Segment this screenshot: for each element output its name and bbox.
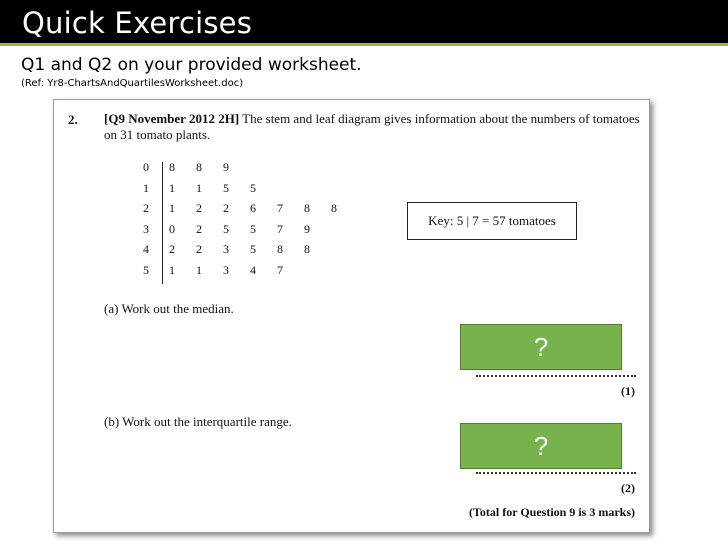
- question-body: The stem and leaf diagram gives information about the numbers of tomatoes on 31 tomato plants.: [104, 111, 640, 142]
- leaf-value: 5: [250, 221, 256, 236]
- part-a-marks: (1): [621, 384, 635, 398]
- stem-leaf-row: [134, 263, 364, 281]
- leaf-value: 5: [223, 221, 229, 236]
- leaf-value: 8: [304, 242, 310, 256]
- leaf-value: 6: [250, 201, 256, 215]
- leaf-value: 8: [169, 160, 175, 174]
- leaf-value: 2: [196, 242, 202, 256]
- leaf-value: 5: [250, 242, 256, 256]
- stem-value: 0: [143, 160, 149, 174]
- stem-value: 3: [143, 221, 149, 236]
- stem-leaf-row: [134, 160, 364, 178]
- leaf-value: 4: [250, 262, 256, 277]
- leaf-value: 8: [277, 242, 283, 256]
- leaf-value: 5: [250, 180, 256, 195]
- leaf-value: 1: [196, 180, 202, 195]
- leaf-value: 7: [277, 201, 283, 215]
- slide-title: Quick Exercises: [22, 6, 253, 40]
- stem-leaf-row: [134, 242, 364, 260]
- leaf-value: 7: [277, 221, 283, 236]
- leaf-value: 7: [277, 262, 283, 277]
- leaf-value: 5: [223, 180, 229, 195]
- stem-value: 1: [143, 180, 149, 195]
- part-a-question: (a) Work out the median.: [104, 301, 234, 316]
- leaf-value: 3: [223, 262, 229, 277]
- stem-leaf-diagram: [134, 160, 364, 286]
- part-b-question: (b) Work out the interquartile range.: [104, 414, 292, 429]
- stem-value: 2: [143, 201, 149, 215]
- leaf-value: 9: [223, 160, 229, 174]
- key-box: Key: 5 | 7 = 57 tomatoes: [407, 202, 577, 240]
- title-bar: [0, 0, 728, 46]
- worksheet-reference: (Ref: Yr8-ChartsAndQuartilesWorksheet.doc): [21, 78, 244, 89]
- stem-value: 5: [143, 262, 149, 277]
- slide-subtitle: Q1 and Q2 on your provided worksheet.: [21, 55, 362, 75]
- stem-leaf-row: [134, 201, 364, 219]
- worksheet-image: [53, 99, 650, 533]
- question-number: 2.: [68, 112, 78, 127]
- leaf-value: 8: [304, 201, 310, 215]
- leaf-value: 9: [304, 221, 310, 236]
- stem-leaf-row: [134, 181, 364, 199]
- leaf-value: 2: [223, 201, 229, 215]
- stem-value: 4: [143, 242, 149, 256]
- answer-a-reveal-box[interactable]: ?: [460, 324, 622, 370]
- part-b-marks: (2): [621, 481, 635, 495]
- leaf-value: 8: [331, 201, 337, 215]
- leaf-value: 3: [223, 242, 229, 256]
- question-ref: [Q9 November 2012 2H]: [104, 111, 240, 126]
- leaf-value: 8: [196, 160, 202, 174]
- leaf-value: 2: [169, 242, 175, 256]
- leaf-value: 1: [169, 262, 175, 277]
- answer-b-reveal-box[interactable]: ?: [460, 423, 622, 469]
- leaf-value: 1: [169, 201, 175, 215]
- leaf-value: 1: [169, 180, 175, 195]
- leaf-value: 1: [196, 262, 202, 277]
- question-text: [104, 111, 642, 143]
- leaf-value: 2: [196, 201, 202, 215]
- answer-b-line: [476, 472, 636, 474]
- total-marks: (Total for Question 9 is 3 marks): [468, 505, 635, 519]
- leaf-value: 0: [169, 221, 175, 236]
- leaf-value: 2: [196, 221, 202, 236]
- stem-leaf-row: [134, 222, 364, 240]
- answer-a-line: [476, 375, 636, 377]
